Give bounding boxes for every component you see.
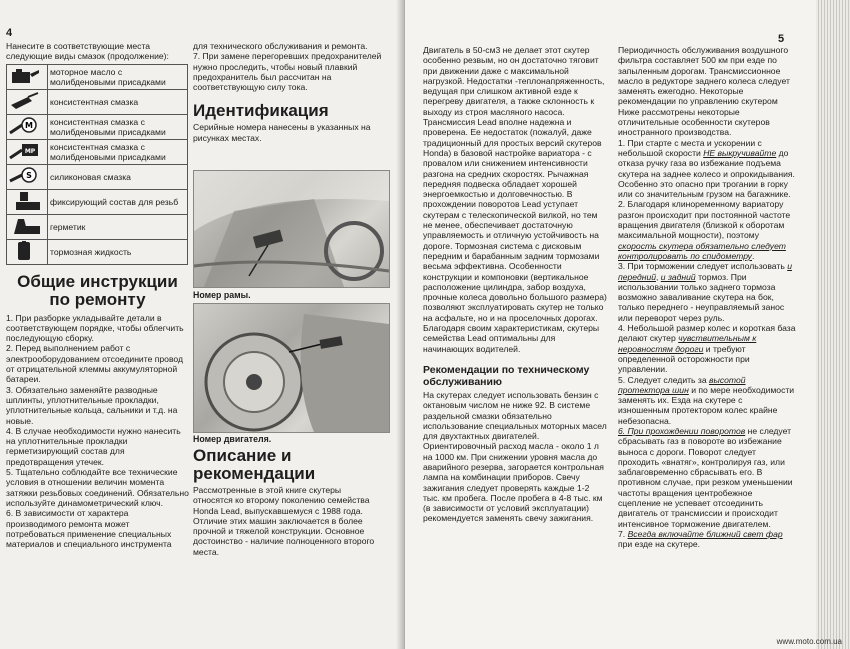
lubricant-label: герметик: [48, 214, 188, 239]
svg-text:M: M: [25, 120, 33, 130]
identification-heading: Идентификация: [193, 101, 329, 121]
lubricant-row: [7, 239, 188, 264]
engine-oil-can-icon: [7, 64, 48, 89]
footer-url: www.moto.com.ua: [776, 637, 842, 646]
instruction-item: 2. Перед выполнением работ с электрооборудованием отсоедините провод от отрицательной клеммы аккумуляторной батареи.: [6, 343, 184, 385]
description-text-2: Отличие этих машин заключается в более прочной и тяжелой конструкции. Основное достоинство - наличие полноценного второго места.: [193, 515, 375, 557]
riding-tip-7: 7. Всегда включайте ближний свет фар при езде на скутере.: [618, 528, 783, 550]
page-number-right: 5: [778, 33, 785, 45]
riding-tip-3: 3. При торможении следует использовать и передний, и задний тормоз. При использовании только заднего тормоза возможно заваливание скутера на бок, только переднего - неуправляемый занос или переворот через руль.: [618, 261, 792, 323]
features-intro: Ниже рассмотрены некоторые отличительные особенности скутеров иностранного производства.: [618, 106, 770, 138]
general-instructions-heading: Общие инструкции по ремонту: [17, 271, 178, 309]
instruction-item: 5. Тщательно соблюдайте все технические условия в отношении величин момента затяжки резьбовых соединений. Обязательно используйте динамометрический ключ.: [6, 467, 189, 508]
lubricant-row: [7, 114, 188, 139]
description-heading: Описание и рекомендации: [193, 446, 316, 483]
page-edges: [816, 0, 850, 649]
lubricant-label: силиконовая смазка: [48, 164, 188, 189]
sealant-icon: [7, 214, 48, 239]
engine-description: Двигатель в 50-см3 не делает этот скутер особенно резвым, но он достаточно тяговит при движении даже с максимальной нагрузкой. Недостатки -теплонапряженность, ведущая при слишком активной езде к перегреву двигателя, а также склонность к выходу из строя масляного насоса. Трансмиссия Lead вполне надежна и проверена. Ее недостаток (пожалуй, даже традиционный для простых версий скутеров Honda) в базовой настройке вариатора - с провалом или снижением интенсивности разгона на средних скоростях. Рычажная передняя подвеска обладает хорошей энергоемкостью и долговечностью. В прохождении поворотов Lead уступает скутерам с телескопической вилкой, но тем не менее, обеспечивает достаточную управляемость и отличную устойчивость на дороге. Тормозная система с дисковым передним и барабанным задним тормозами весьма эффективна. Особенности конструкции и компоновки (вертикальное расположение цилиндра, забор воздуха, прочные колеса довольно большого размера) позволяют эксплуатировать скутер не только на асфальте, но и на проселочных дорогах. Благодаря своим характеристикам, скутеры семейства Lead оптимальны для начинающих водителей.: [423, 45, 607, 354]
thread-lock-icon: [7, 189, 48, 214]
lubricant-label: консистентная смазка: [48, 89, 188, 114]
silicone-grease-icon: [7, 164, 48, 189]
description-text: Рассмотренные в этой книге скутеры относятся ко второму поколению семейства Honda Lead, выпускавшемуся с 1988 года.: [193, 485, 370, 516]
frame-number-photo: [193, 170, 390, 288]
riding-tip-4: 4. Небольшой размер колес и короткая база делают скутер чувствительным к неровностям дороги и требуют определенной осторожности при управлении.: [618, 323, 796, 375]
lubricant-label: тормозная жидкость: [48, 239, 188, 264]
riding-tip-2: 2. Благодаря клиноременному вариатору разгон происходит при постоянной частоте вращения двигателя (близкой к оборотам максимальной мощности), поэтому скорость скутера обязательно следует контролировать по спидометру.: [618, 199, 791, 261]
identification-text: Серийные номера нанесены в указанных на рисунках местах.: [193, 122, 371, 143]
fuse-instruction: 7. При замене перегоревших предохранителей нужно проследить, чтобы новый плавкий предохранитель был рассчитан на соответствующую силу тока.: [193, 51, 382, 93]
molybdenum-grease-icon: [7, 114, 48, 139]
right-column-2: [618, 45, 796, 550]
lubricants-table: [6, 64, 188, 265]
riding-tip-6: 6. При прохождении поворотов не следует сбрасывать газ в повороте во избежание выноса с дороги. Поворот следует проходить «внатяг», контролируя газ, или заблаговременно сбрасывать его. В противном случае, при резком уменьшении частоты вращения центробежное сцепление не успевает отсоединить двигатель от трансмиссии и происходит интенсивное торможение двигателем.: [618, 425, 793, 529]
svg-text:S: S: [26, 170, 32, 180]
air-filter-text: Периодичность обслуживания воздушного фильтра составляет 500 км при езде по запыленным дорогам. Трансмиссионное масло в редукторе заднего колеса следует заменять ежегодно. Некоторые рекомендации по управлению скутером: [618, 45, 790, 107]
svg-text:MP: MP: [24, 147, 36, 155]
description-section: [193, 447, 383, 557]
riding-tip-5: 5. Следует следить за высотой протектора шин и по мере необходимости заменять их. Езда на скутере с изношенным протектором колес крайне небезопасна.: [618, 374, 795, 426]
lubricant-row: [7, 64, 188, 89]
left-column-1: [6, 41, 189, 549]
maintenance-heading: Рекомендации по техническому обслуживанию: [423, 363, 590, 388]
lubricant-row: [7, 189, 188, 214]
instruction-item: 1. При разборке укладывайте детали в соответствующем порядке, чтобы облегчить последующую сборку.: [6, 312, 184, 344]
lubricant-row: [7, 214, 188, 239]
lubricant-label: консистентная смазка с молибденовыми присадками: [48, 139, 188, 164]
lubricant-label: консистентная смазка с молибденовыми присадками: [48, 114, 188, 139]
left-page: [0, 0, 405, 649]
instruction-item: 6. В зависимости от характера производимого ремонта может потребоваться применение специальных материалов и специального инструмента: [6, 508, 172, 550]
grease-tube-icon: [7, 89, 48, 114]
lubricants-intro: Нанесите в соответствующие места следующие виды смазок (продолжение):: [6, 41, 169, 62]
right-page: [405, 0, 850, 649]
lubricant-row: [7, 164, 188, 189]
engine-number-caption: Номер двигателя.: [193, 434, 272, 444]
frame-number-caption: Номер рамы.: [193, 290, 251, 300]
instruction-item: 4. В случае необходимости нужно нанесить на уплотнительные прокладки герметизирующий состав для предотвращения утечек.: [6, 425, 181, 467]
lubricant-label: фиксирующий состав для резьб: [48, 189, 188, 214]
lubricant-label: моторное масло с молибденовыми присадками: [48, 64, 188, 89]
lubricant-row: [7, 89, 188, 114]
lubricant-row: [7, 139, 188, 164]
mp-grease-icon: [7, 139, 48, 164]
instruction-item: 3. Обязательно заменяйте разводные шплинты, уплотнительные прокладки, уплотнительные кольца, сальники и т.д. на новые.: [6, 384, 178, 426]
page-number-left: 4: [6, 27, 13, 39]
left-column-2: [193, 41, 383, 143]
brake-fluid-icon: [7, 239, 48, 264]
maintenance-continuation: для технического обслуживания и ремонта.: [193, 41, 368, 51]
riding-tip-1: 1. При старте с места и ускорении с небольшой скорости НЕ выкручивайте до отказа ручку газа во избежание подъема скутера на заднее колесо и опрокидывания. Особенно это опасно при трогании в горку или со значительным грузом на багажнике.: [618, 137, 795, 200]
general-instructions-list: [6, 313, 189, 550]
maintenance-text: На скутерах следует использовать бензин с октановым числом не ниже 92. В системе раздельной смазки обязательно использование специальных моторных масел для двухтактных двигателей. Ориентировочный расход масла - около 1 л на 1000 км. При снижении уровня масла до аварийного резерва, загорается контрольная лампа на комбинации приборов. Свечу зажигания следует проверять каждые 1-2 тыс. км пробега. После пробега в 4-8 тыс. км (в зависимости от условий эксплуатации) рекомендуется заменять свечу зажигания.: [423, 389, 607, 524]
engine-number-photo: [193, 303, 390, 433]
right-column-1: [423, 45, 608, 524]
